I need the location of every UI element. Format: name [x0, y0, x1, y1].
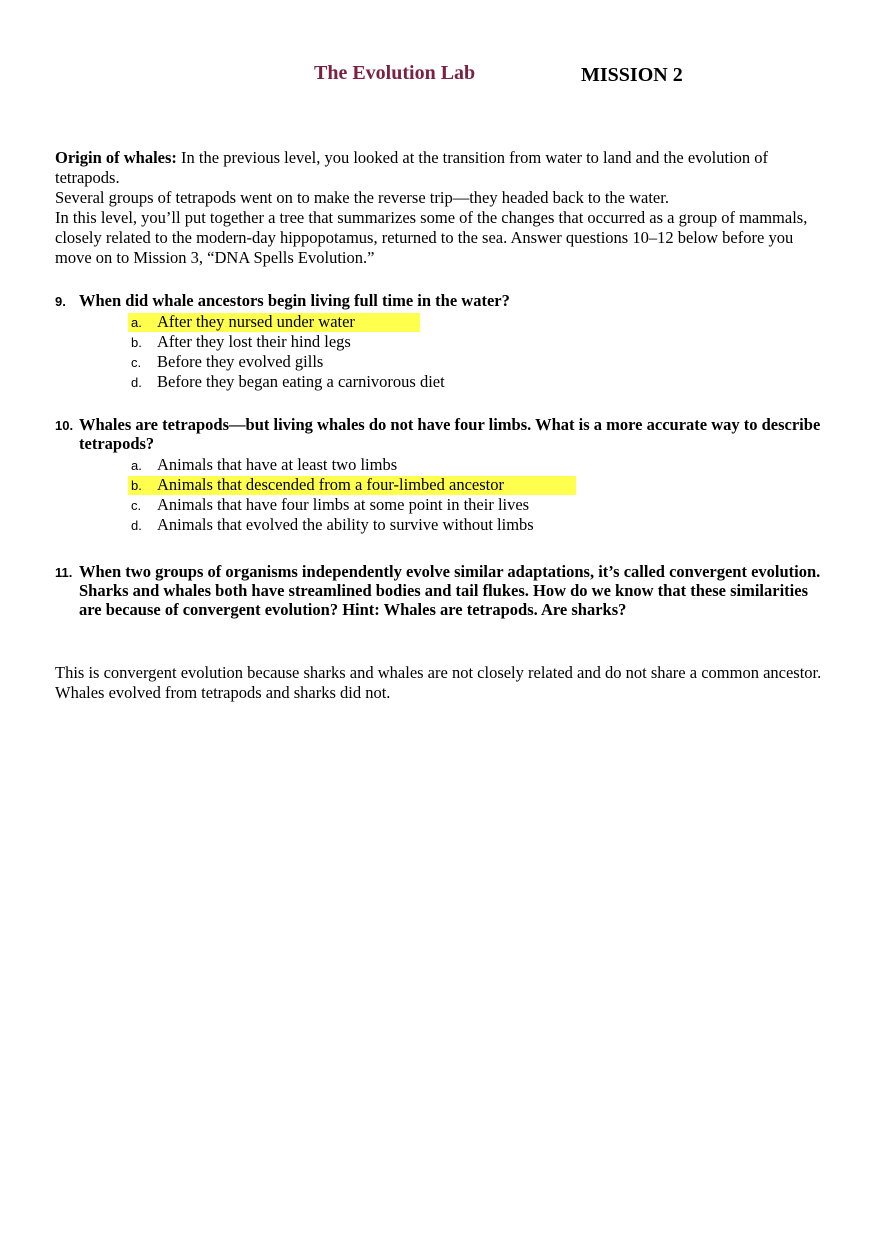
question-text: Whales are tetrapods—but living whales do not have four limbs. What is a more accurate way to describe tetrapods?	[79, 415, 821, 453]
option-text: Animals that have at least two limbs	[157, 455, 398, 474]
option-text: After they lost their hind legs	[157, 332, 351, 351]
intro-lead: Origin of whales:	[55, 148, 177, 167]
intro-paragraph-1	[55, 148, 825, 188]
option-text: Animals that have four limbs at some point in their lives	[157, 495, 530, 514]
question-number: 9.	[55, 294, 66, 309]
question-text: When two groups of organisms independently evolve similar adaptations, it’s called convergent evolution. Sharks and whales both have streamlined bodies and tail flukes. How do we know that these similarities are because of convergent evolution? Hint: Whales are tetrapods. Are sharks?	[79, 562, 821, 619]
intro-paragraph-2: Several groups of tetrapods went on to make the reverse trip—they headed back to the water.	[55, 188, 669, 207]
option-10a	[55, 455, 825, 475]
option-letter: c.	[131, 355, 142, 370]
option-9d	[55, 372, 825, 392]
intro-line-1: In the previous level, you looked at the transition from water to land and the evolution of tetrapods.	[55, 148, 769, 187]
answer-11-text: This is convergent evolution because sharks and whales are not closely related and do not share a common ancestor. Whales evolved from tetrapods and sharks did not.	[55, 663, 822, 702]
option-text: Before they began eating a carnivorous diet	[157, 372, 445, 391]
option-text: After they nursed under water	[157, 312, 355, 331]
question-9	[55, 291, 825, 392]
option-text: Animals that descended from a four-limbed ancestor	[157, 475, 504, 494]
option-letter: a.	[131, 315, 142, 330]
option-letter: c.	[131, 498, 142, 513]
option-text: Animals that evolved the ability to survive without limbs	[157, 515, 534, 534]
option-text: Before they evolved gills	[157, 352, 324, 371]
mission-label: MISSION 2	[581, 64, 683, 86]
question-text: When did whale ancestors begin living full time in the water?	[79, 291, 510, 310]
question-number: 11.	[55, 565, 73, 580]
question-9-options	[55, 312, 825, 392]
option-9c	[55, 352, 825, 372]
option-letter: d.	[131, 375, 142, 390]
question-10-options	[55, 455, 825, 535]
option-9a	[55, 312, 825, 332]
option-letter: b.	[131, 335, 142, 350]
option-10d	[55, 515, 825, 535]
question-9-heading	[55, 291, 825, 310]
question-11-heading	[55, 562, 825, 619]
option-9b	[55, 332, 825, 352]
question-10-heading	[55, 415, 825, 453]
question-number: 10.	[55, 418, 74, 433]
lab-title: The Evolution Lab	[314, 62, 476, 84]
option-letter: d.	[131, 518, 142, 533]
question-11	[55, 562, 825, 619]
option-letter: a.	[131, 458, 142, 473]
option-10c	[55, 495, 825, 515]
intro-paragraph-3: In this level, you’ll put together a tree that summarizes some of the changes that occurred as a group of mammals, closely related to the modern-day hippopotamus, returned to the sea. Answer questions 10–12 below before you move on to Mission 3, “DNA Spells Evolution.”	[55, 208, 808, 267]
question-10	[55, 415, 825, 535]
option-letter: b.	[131, 478, 142, 493]
intro-section	[55, 148, 825, 268]
option-10b	[55, 475, 825, 495]
